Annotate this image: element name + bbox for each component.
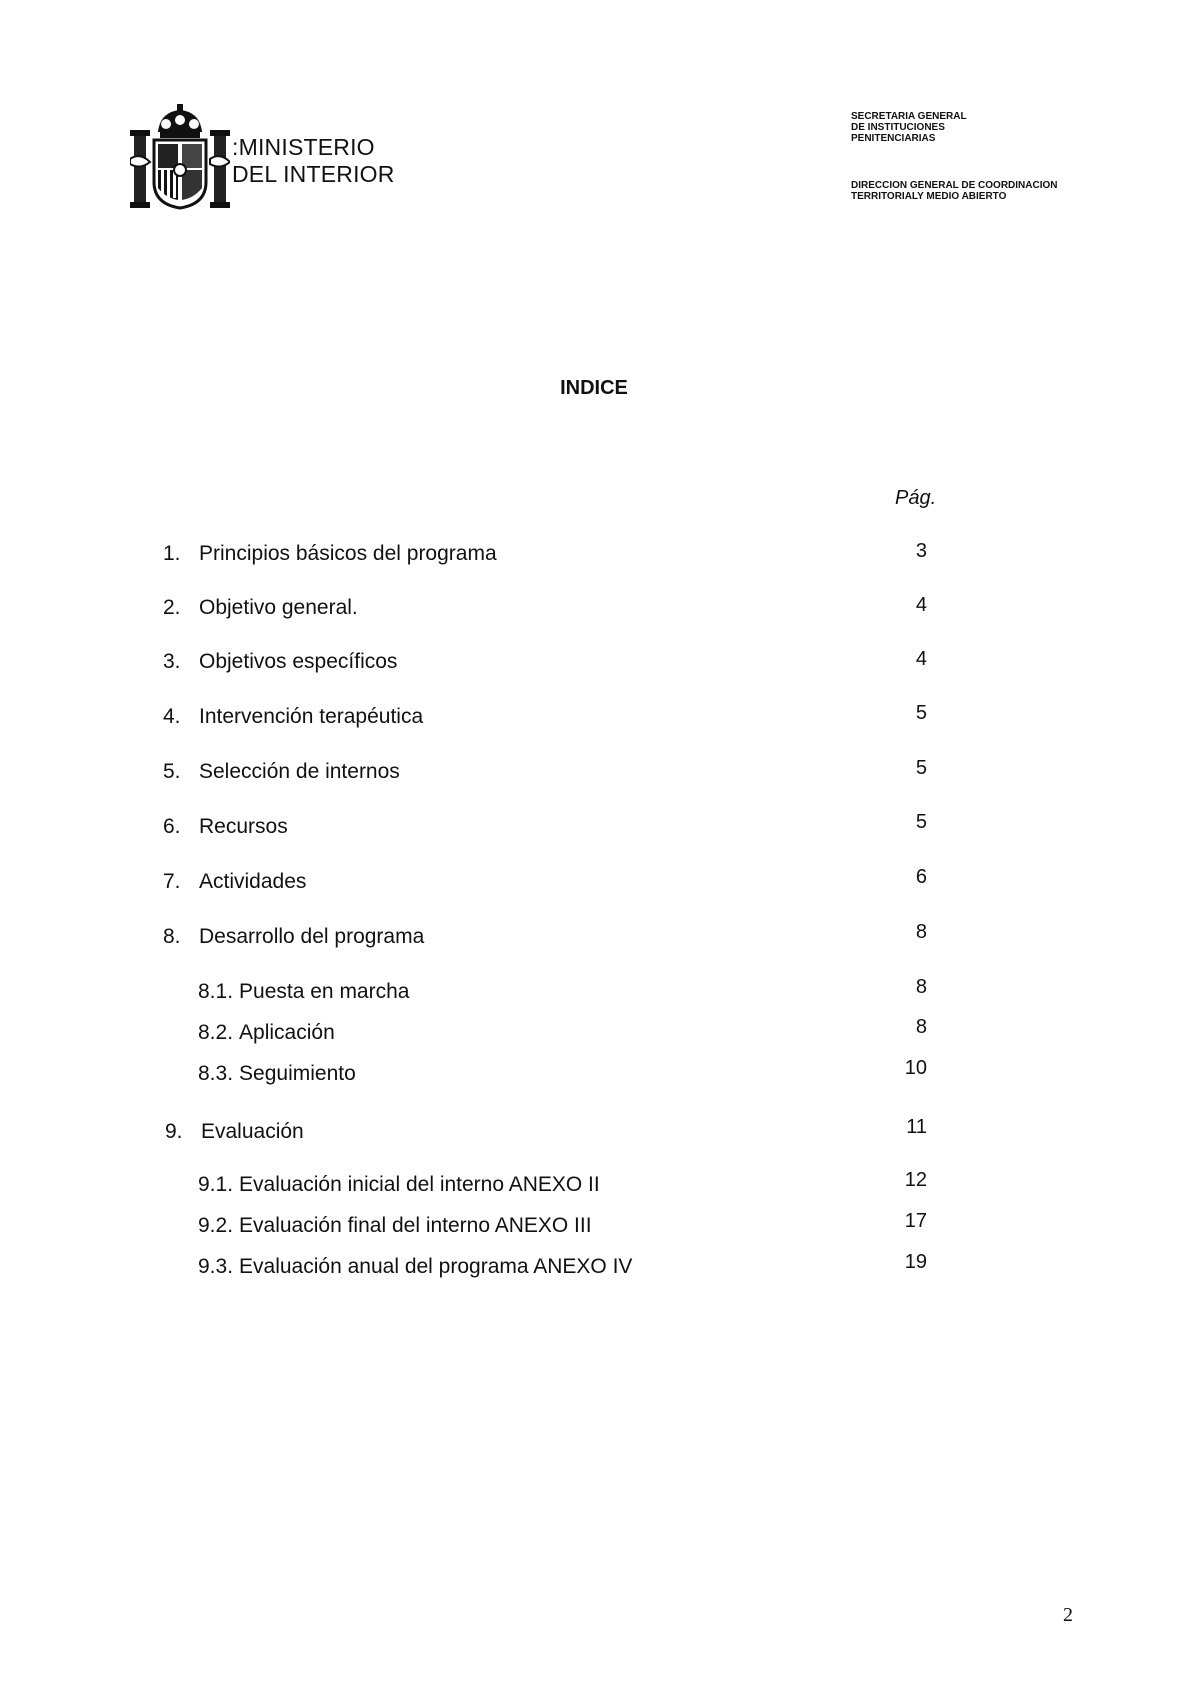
toc-entry-number: 2. <box>163 596 181 619</box>
toc-entry-number: 7. <box>163 870 181 893</box>
ministry-line: :MINISTERIO <box>232 134 375 160</box>
toc-entry-number: 8.1. <box>198 980 234 1003</box>
toc-entry-number: 9.1. <box>198 1173 234 1196</box>
toc-entry-page: 19 <box>904 1251 927 1273</box>
toc-entry-page: 11 <box>906 1116 927 1138</box>
toc-entry-page: 5 <box>915 757 927 779</box>
coat-of-arms-icon <box>130 104 230 210</box>
toc-entry[interactable] <box>163 870 306 894</box>
toc-entry-page: 17 <box>904 1210 927 1232</box>
toc-entry-page: 12 <box>904 1169 927 1191</box>
toc-entry-page: 6 <box>915 866 927 888</box>
toc-entry[interactable] <box>198 1021 335 1045</box>
toc-entry[interactable] <box>163 705 423 729</box>
toc-entry-number: 4. <box>163 705 181 728</box>
toc-entry-label: Evaluación <box>201 1120 304 1143</box>
secretaria-line: PENITENCIARIAS <box>851 133 936 144</box>
toc-entry-page: 3 <box>915 540 927 562</box>
secretaria-line: SECRETARIA GENERAL <box>851 111 967 122</box>
direccion-line: TERRITORIALY MEDIO ABIERTO <box>851 191 1007 202</box>
toc-entry-number: 1. <box>163 542 181 565</box>
toc-entry-label: Objetivo general. <box>199 596 358 619</box>
toc-entry[interactable] <box>163 650 397 674</box>
toc-entry-label: Principios básicos del programa <box>199 542 497 565</box>
ministry-line: DEL INTERIOR <box>232 161 395 187</box>
secretaria-general <box>851 111 967 144</box>
toc-entry[interactable] <box>198 1255 632 1279</box>
toc-entry-number: 8.3. <box>198 1062 234 1085</box>
toc-entry-page: 8 <box>915 1016 927 1038</box>
toc-entry-label: Aplicación <box>239 1021 335 1044</box>
page-column-label: Pág. <box>895 487 937 509</box>
toc-entry-page: 4 <box>915 648 927 670</box>
toc-entry-page: 5 <box>915 702 927 724</box>
toc-entry-page: 4 <box>915 594 927 616</box>
toc-entry[interactable] <box>163 760 400 784</box>
toc-entry-number: 6. <box>163 815 181 838</box>
toc-entry-number: 9.2. <box>198 1214 234 1237</box>
toc-entry-number: 8.2. <box>198 1021 234 1044</box>
toc-entry-number: 5. <box>163 760 181 783</box>
toc-entry-label: Selección de internos <box>199 760 400 783</box>
direccion-line: DIRECCION GENERAL DE COORDINACION <box>851 180 1058 191</box>
toc-entry-label: Evaluación anual del programa ANEXO IV <box>239 1255 633 1278</box>
toc-entry[interactable] <box>198 980 409 1004</box>
toc-entry-label: Recursos <box>199 815 288 838</box>
toc-entry[interactable] <box>165 1120 304 1144</box>
toc-entry-number: 9.3. <box>198 1255 234 1278</box>
toc-entry-label: Seguimiento <box>239 1062 356 1085</box>
toc-entry[interactable] <box>198 1214 592 1238</box>
toc-entry-label: Desarrollo del programa <box>199 925 425 948</box>
toc-entry-label: Evaluación final del interno ANEXO III <box>239 1214 592 1237</box>
toc-entry-number: 3. <box>163 650 181 673</box>
toc-entry-number: 9. <box>165 1120 183 1143</box>
toc-entry[interactable] <box>163 542 497 566</box>
toc-entry-label: Intervención terapéutica <box>199 705 424 728</box>
toc-entry-label: Puesta en marcha <box>239 980 410 1003</box>
toc-entry[interactable] <box>163 925 424 949</box>
toc-entry[interactable] <box>198 1062 356 1086</box>
toc-entry-page: 5 <box>915 811 927 833</box>
direccion-general <box>851 180 1058 202</box>
toc-entry-label: Actividades <box>199 870 307 893</box>
toc-entry-label: Objetivos específicos <box>199 650 398 673</box>
toc-entry-label: Evaluación inicial del interno ANEXO II <box>239 1173 600 1196</box>
page-number: 2 <box>1063 1604 1073 1626</box>
secretaria-line: DE INSTITUCIONES <box>851 122 945 133</box>
toc-entry[interactable] <box>198 1173 600 1197</box>
toc-entry[interactable] <box>163 596 358 620</box>
toc-entry-page: 8 <box>915 976 927 998</box>
toc-entry-page: 10 <box>904 1057 927 1079</box>
ministry-name <box>232 134 395 188</box>
toc-entry-number: 8. <box>163 925 181 948</box>
toc-entry-page: 8 <box>915 921 927 943</box>
page-title: INDICE <box>560 377 628 399</box>
toc-entry[interactable] <box>163 815 288 839</box>
